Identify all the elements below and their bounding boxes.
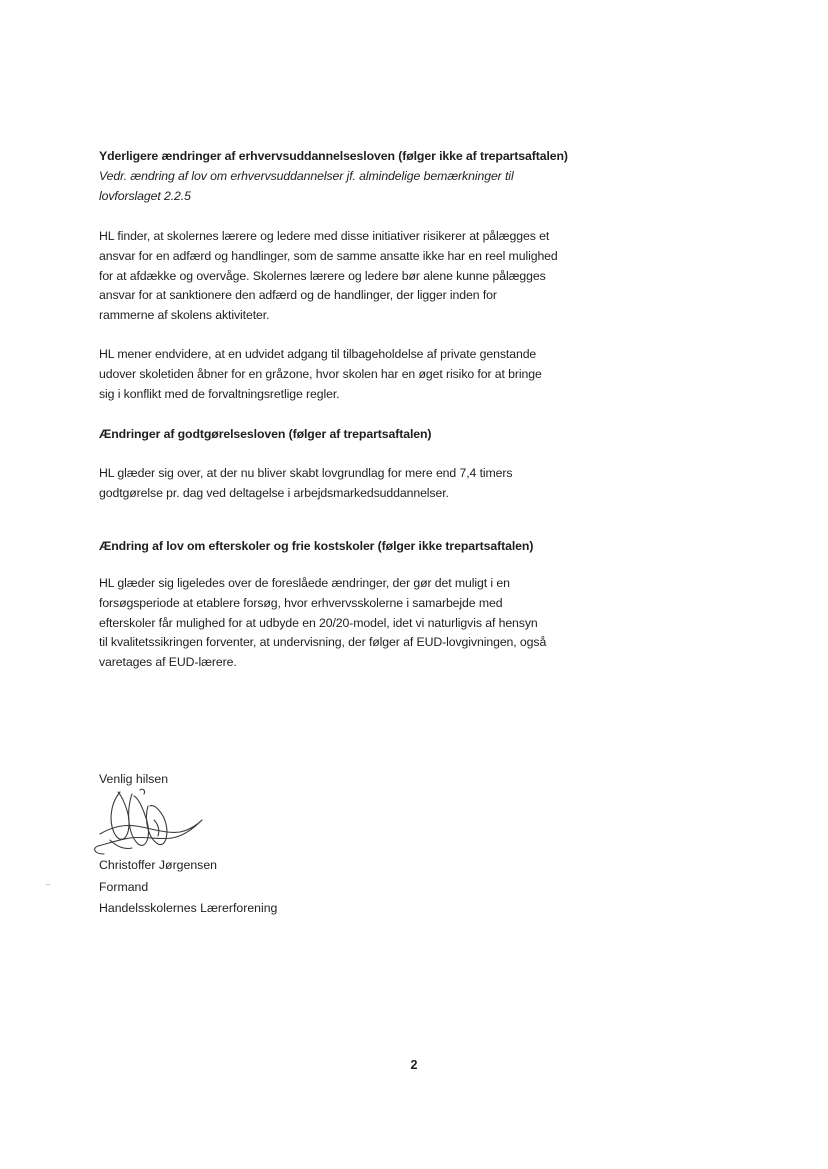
paragraph-line: forsøgsperiode at etablere forsøg, hvor erhvervsskolerne i samarbejde med — [99, 595, 503, 610]
section-efterskoler — [99, 537, 599, 557]
paragraph-line: for at afdække og overvåge. Skolernes lærere og ledere bør alene kunne pålægges — [99, 268, 546, 283]
section-subheading-line: lovforslaget 2.2.5 — [99, 188, 191, 203]
signatory-organization: Handelsskolernes Lærerforening — [99, 901, 278, 915]
signatory-name: Christoffer Jørgensen — [99, 858, 218, 872]
scan-speck — [46, 884, 50, 885]
paragraph-responsibility — [99, 227, 599, 326]
paragraph-line: ansvar for at sanktionere den adfærd og de handlinger, der ligger inden for — [99, 288, 497, 303]
closing-greeting: Venlig hilsen — [99, 772, 169, 786]
paragraph-line: godtgørelse pr. dag ved deltagelse i arbejdsmarkedsuddannelser. — [99, 485, 449, 500]
section-heading: Yderligere ændringer af erhvervsuddannelsesloven (følger ikke af trepartsaftalen) — [99, 149, 568, 163]
paragraph-line: udover skoletiden åbner for en gråzone, hvor skolen har en øget risiko for at bringe — [99, 366, 542, 381]
signatory-title: Formand — [99, 879, 149, 894]
paragraph-line: HL mener endvidere, at en udvidet adgang til tilbageholdelse af private genstande — [99, 347, 537, 361]
paragraph-efterskoler — [99, 574, 599, 673]
paragraph-line: til kvalitetssikringen forventer, at undervisning, der følger af EUD-lovgivningen, også — [99, 635, 547, 650]
paragraph-godtgoerelse — [99, 464, 599, 504]
paragraph-line: efterskoler får mulighed for at udbyde en 20/20-model, idet vi naturligvis af hensyn — [99, 615, 538, 630]
section-erhvervsuddannelsesloven — [99, 147, 599, 206]
section-subheading-line: Vedr. ændring af lov om erhvervsuddannelser jf. almindelige bemærkninger til — [99, 168, 514, 183]
page-number: 2 — [410, 1058, 418, 1072]
section-godtgoerelsesloven — [99, 425, 599, 445]
paragraph-line: HL finder, at skolernes lærere og ledere med disse initiativer risikerer at pålægges et — [99, 229, 550, 243]
paragraph-retention — [99, 345, 599, 404]
paragraph-line: sig i konflikt med de forvaltningsretlige regler. — [99, 386, 340, 401]
paragraph-line: varetages af EUD-lærere. — [99, 655, 237, 670]
paragraph-line: HL glæder sig ligeledes over de foreslåede ændringer, der gør det muligt i en — [99, 576, 510, 590]
section-heading: Ændring af lov om efterskoler og frie kostskoler (følger ikke trepartsaftalen) — [99, 539, 534, 553]
paragraph-line: rammerne af skolens aktiviteter. — [99, 308, 270, 323]
signature-block — [99, 855, 277, 920]
paragraph-line: ansvar for en adfærd og handlinger, som de samme ansatte ikke har en reel mulighed — [99, 248, 558, 263]
section-heading: Ændringer af godtgørelsesloven (følger af trepartsaftalen) — [99, 427, 432, 441]
paragraph-line: HL glæder sig over, at der nu bliver skabt lovgrundlag for mere end 7,4 timers — [99, 466, 513, 480]
